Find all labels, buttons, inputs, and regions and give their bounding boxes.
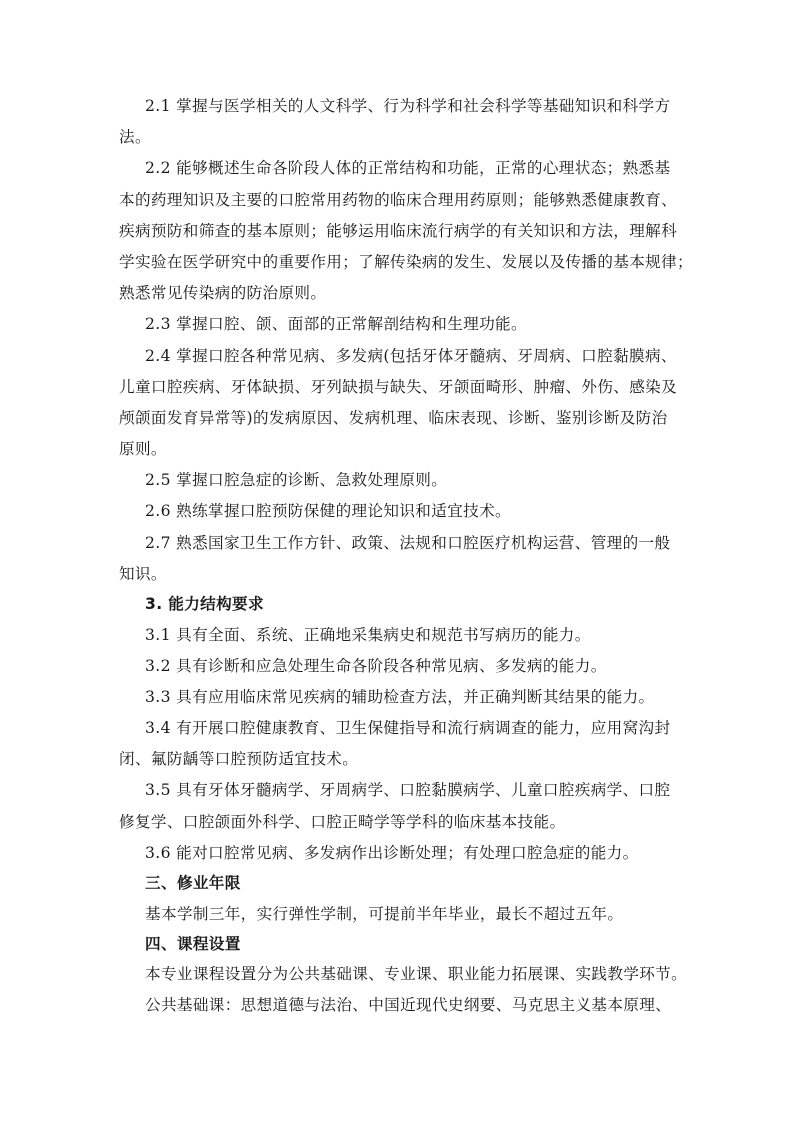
paragraph <box>119 153 693 309</box>
text-line: 3.6 能对口腔常见病、多发病作出诊断处理；有处理口腔急症的能力。 <box>145 843 639 862</box>
text-line: 本专业课程设置分为公共基础课、专业课、职业能力拓展课、实践教学环节。 <box>145 965 688 984</box>
text-line: 法。 <box>119 128 151 147</box>
paragraph <box>119 899 679 930</box>
text-line: 3.5 具有牙体牙髓病学、牙周病学、口腔黏膜病学、儿童口腔疾病学、口腔 <box>145 781 671 800</box>
text-line: 疾病预防和筛查的基本原则；能够运用临床流行病学的有关知识和方法，理解科 <box>119 221 678 240</box>
paragraph <box>119 309 679 340</box>
text-line: 3.1 具有全面、系统、正确地采集病史和规范书写病历的能力。 <box>145 625 591 644</box>
paragraph <box>119 838 679 869</box>
document-page <box>119 91 693 1022</box>
text-line: 2.7 熟悉国家卫生工作方针、政策、法规和口腔医疗机构运营、管理的一般 <box>145 533 671 552</box>
paragraph <box>119 682 679 713</box>
paragraph <box>119 651 679 682</box>
paragraph <box>119 91 679 153</box>
text-line: 原则。 <box>119 440 167 459</box>
text-line: 3.2 具有诊断和应急处理生命各阶段各种常见病、多发病的能力。 <box>145 656 607 675</box>
paragraph <box>119 959 688 990</box>
text-line: 3.3 具有应用临床常见疾病的辅助检查方法，并正确判断其结果的能力。 <box>145 687 655 706</box>
text-line: 学实验在医学研究中的重要作用；了解传染病的发生、发展以及传播的基本规律； <box>119 252 693 271</box>
text-line: 3.4 有开展口腔健康教育、卫生保健指导和流行病调查的能力，应用窝沟封 <box>145 719 671 738</box>
text-line: 熟悉常见传染病的防治原则。 <box>119 284 327 303</box>
section-heading <box>119 590 679 620</box>
text-line: 2.2 能够概述生命各阶段人体的正常结构和功能，正常的心理状态；熟悉基 <box>145 159 671 178</box>
text-line: 修复学、口腔颌面外科学、口腔正畸学等学科的临床基本技能。 <box>119 812 566 831</box>
text-line: 2.3 掌握口腔、颌、面部的正常解剖结构和生理功能。 <box>145 315 527 334</box>
text-line: 2.5 掌握口腔急症的诊断、急救处理原则。 <box>145 471 448 490</box>
text-line: 2.6 熟练掌握口腔预防保健的理论知识和适宜技术。 <box>145 502 511 521</box>
heading-text: 四、课程设置 <box>145 934 241 953</box>
text-line: 本的药理知识及主要的口腔常用药物的临床合理用药原则；能够熟悉健康教育、 <box>119 190 678 209</box>
paragraph <box>119 620 679 651</box>
text-line: 儿童口腔疾病、牙体缺损、牙列缺损与缺失、牙颌面畸形、肿瘤、外伤、感染及 <box>119 377 678 396</box>
text-line: 颅颌面发育异常等)的发病原因、发病机理、临床表现、诊断、鉴别诊断及防治 <box>119 408 668 427</box>
paragraph <box>119 341 679 466</box>
paragraph <box>119 496 679 527</box>
heading-text: 三、修业年限 <box>145 874 241 892</box>
text-line: 闭、氟防龋等口腔预防适宜技术。 <box>119 750 359 769</box>
section-heading <box>119 930 679 960</box>
text-line: 基本学制三年，实行弹性学制，可提前半年毕业，最长不超过五年。 <box>145 904 624 923</box>
text-line: 知识。 <box>119 564 167 583</box>
text-line: 2.1 掌握与医学相关的人文科学、行为科学和社会科学等基础知识和科学方 <box>145 97 671 115</box>
section-heading <box>119 869 679 899</box>
heading-text: 3. 能力结构要求 <box>145 595 264 613</box>
paragraph <box>119 528 679 590</box>
text-line: 2.4 掌握口腔各种常见病、多发病(包括牙体牙髓病、牙周病、口腔黏膜病、 <box>145 346 677 365</box>
paragraph <box>119 990 679 1021</box>
text-line: 公共基础课：思想道德与法治、中国近现代史纲要、马克思主义基本原理、 <box>145 996 672 1015</box>
paragraph <box>119 465 679 496</box>
paragraph <box>119 713 679 775</box>
paragraph <box>119 775 679 837</box>
